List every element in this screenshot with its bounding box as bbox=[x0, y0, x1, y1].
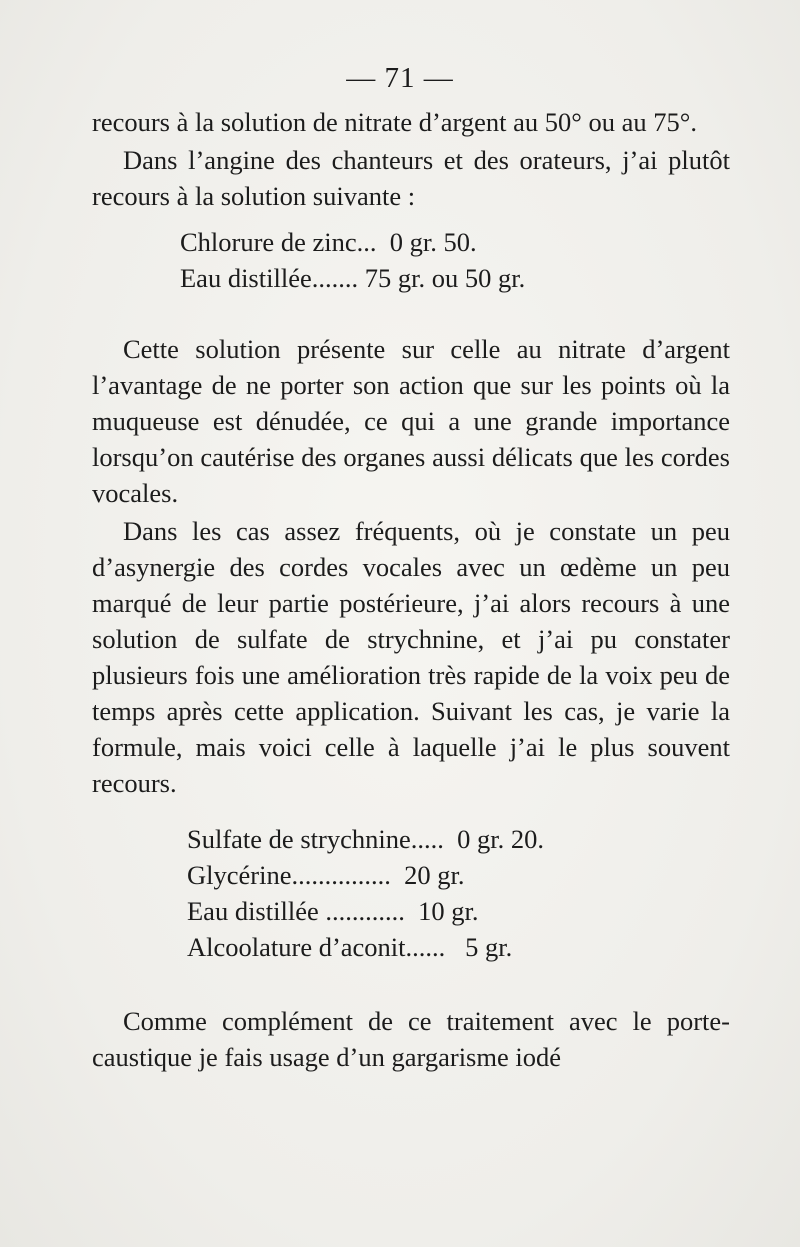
paragraph-5: Comme complément de ce traitement avec le porte-caustique je fais usage d’un gargarisme iodé bbox=[92, 1006, 730, 1072]
formula-zinc bbox=[92, 224, 730, 296]
formula-line: Eau distillée....... 75 gr. ou 50 gr. bbox=[180, 263, 526, 293]
page-body bbox=[92, 104, 730, 1075]
formula-line: Glycérine............... 20 gr. bbox=[187, 860, 465, 890]
paragraph-1: recours à la solution de nitrate d’argent au 50° ou au 75°. bbox=[92, 107, 697, 137]
paragraph-4: Dans les cas assez fréquents, où je constate un peu d’asynergie des cordes vocales avec un œdème un peu marqué de leur partie postérieure, j’ai alors recours à une solution de sulfate de strychnine, et j’ai pu constater plusieurs fois une amélioration très rapide de la voix peu de temps après cette application. Suivant les cas, je varie la formule, mais voici celle à laquelle j’ai le plus souvent recours. bbox=[92, 516, 730, 798]
paragraph-2: Dans l’angine des chanteurs et des orateurs, j’ai plutôt recours à la solution suivante : bbox=[92, 145, 730, 211]
formula-line: Alcoolature d’aconit...... 5 gr. bbox=[187, 932, 513, 962]
paragraph-3: Cette solution présente sur celle au nitrate d’argent l’avantage de ne porter son action que sur les points où la muqueuse est dénudée, ce qui a une grande importance lorsqu’on cautérise des organes aussi délicats que les cordes vocales. bbox=[92, 334, 730, 508]
page-number: — 71 — bbox=[346, 62, 454, 94]
formula-strychnine bbox=[92, 821, 730, 965]
formula-line: Eau distillée ............ 10 gr. bbox=[187, 896, 479, 926]
formula-line: Sulfate de strychnine..... 0 gr. 20. bbox=[187, 824, 544, 854]
formula-line: Chlorure de zinc... 0 gr. 50. bbox=[180, 227, 477, 257]
